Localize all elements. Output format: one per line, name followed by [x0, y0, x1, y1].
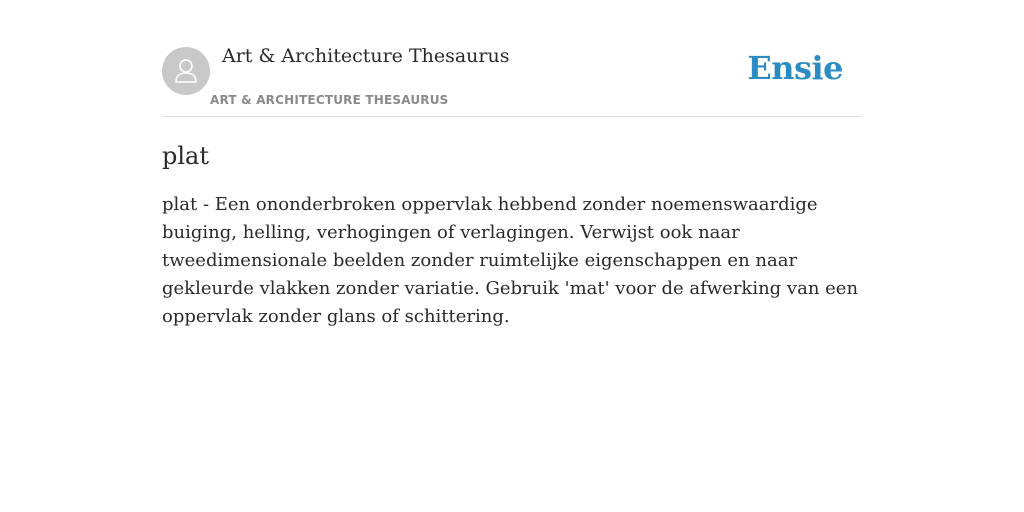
content-container [162, 0, 862, 331]
avatar[interactable] [162, 47, 210, 95]
site-logo[interactable]: Ensie [747, 49, 843, 87]
header [162, 0, 862, 117]
source-name-link[interactable]: Art & Architecture Thesaurus [222, 45, 510, 67]
source-tag[interactable]: ART & ARCHITECTURE THESAURUS [210, 93, 449, 107]
user-silhouette-icon [162, 47, 210, 95]
definition-text: plat - Een ononderbroken oppervlak hebbend zonder noemenswaardige buiging, helling, verhogingen of verlagingen. Verwijst ook naar tweedimensionale beelden zonder ruimtelijke eigenschappen en naar gekleurde vlakken zonder variatie. Gebruik 'mat' voor de afwerking van een oppervlak zonder glans of schittering. [162, 194, 859, 327]
term-title: plat [162, 142, 209, 170]
